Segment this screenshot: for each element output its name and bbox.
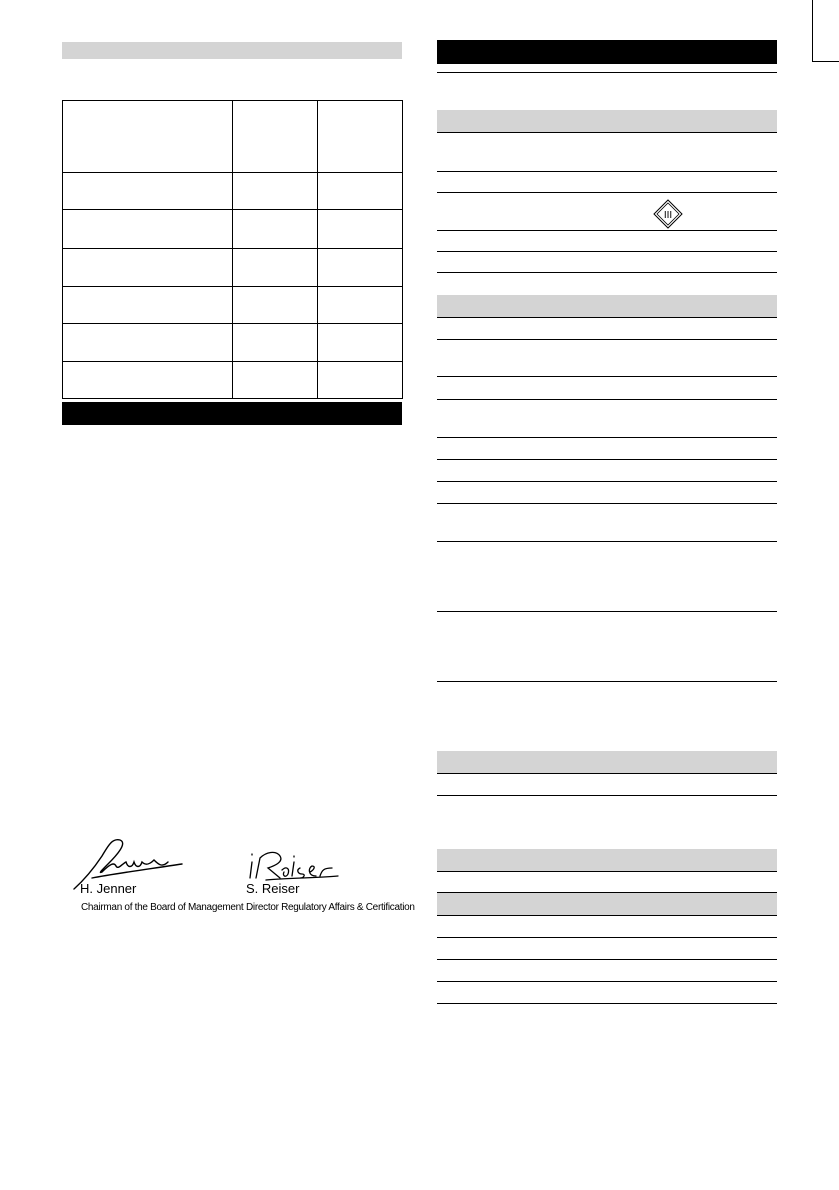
table-cell <box>318 249 403 287</box>
crop-mark-vertical <box>812 0 813 62</box>
table-cell <box>318 362 403 399</box>
table-cell <box>233 249 318 287</box>
table-cell <box>63 173 233 210</box>
row-divider <box>437 959 777 960</box>
technical-data-heading-bar <box>437 40 777 64</box>
table-cell <box>318 173 403 210</box>
section-heading-bar <box>62 42 402 59</box>
table-cell <box>318 287 403 324</box>
table-cell <box>233 173 318 210</box>
row-divider <box>437 459 777 460</box>
row-divider <box>437 937 777 938</box>
table-cell <box>63 101 233 173</box>
row-divider <box>437 1003 777 1004</box>
table-cell <box>233 324 318 362</box>
table-row <box>63 362 403 399</box>
subsection-heading-band <box>437 893 777 916</box>
subsection-heading-band <box>437 295 777 318</box>
table-cell <box>63 249 233 287</box>
row-divider <box>437 376 777 377</box>
row-divider <box>437 230 777 231</box>
signatory-role: Chairman of the Board of Management <box>81 902 244 913</box>
row-divider <box>437 339 777 340</box>
table-row <box>63 173 403 210</box>
row-divider <box>437 481 777 482</box>
table-row <box>63 287 403 324</box>
protection-class-iii-icon <box>653 199 683 229</box>
protection-class-label: III <box>663 210 673 221</box>
subsection-heading-band <box>437 110 777 133</box>
table-cell <box>233 101 318 173</box>
row-divider <box>437 681 777 682</box>
crop-mark-horizontal <box>812 61 839 62</box>
table-row <box>63 249 403 287</box>
table-row <box>63 324 403 362</box>
row-divider <box>437 503 777 504</box>
row-divider <box>437 72 777 73</box>
table-cell <box>63 210 233 249</box>
row-divider <box>437 981 777 982</box>
section-heading-bar-dark <box>62 402 402 425</box>
table-header-row <box>63 101 403 173</box>
row-divider <box>437 192 777 193</box>
table-cell <box>63 362 233 399</box>
table-cell <box>318 324 403 362</box>
row-divider <box>437 541 777 542</box>
row-divider <box>437 171 777 172</box>
table-cell <box>63 287 233 324</box>
table-cell <box>318 210 403 249</box>
row-divider <box>437 272 777 273</box>
table-row <box>63 210 403 249</box>
row-divider <box>437 437 777 438</box>
signatory-role: Director Regulatory Affairs & Certification <box>246 902 415 913</box>
table-cell <box>63 324 233 362</box>
declaration-table <box>62 100 403 399</box>
table-cell <box>233 210 318 249</box>
row-divider <box>437 251 777 252</box>
table-cell <box>318 101 403 173</box>
signatory-name: H. Jenner <box>80 881 137 896</box>
row-divider <box>437 795 777 796</box>
table-cell <box>233 362 318 399</box>
table-cell <box>233 287 318 324</box>
subsection-heading-band <box>437 751 777 774</box>
row-divider <box>437 611 777 612</box>
subsection-heading-band <box>437 849 777 872</box>
signatory-name: S. Reiser <box>246 881 300 896</box>
signature-reiser-image <box>246 848 341 882</box>
row-divider <box>437 399 777 400</box>
